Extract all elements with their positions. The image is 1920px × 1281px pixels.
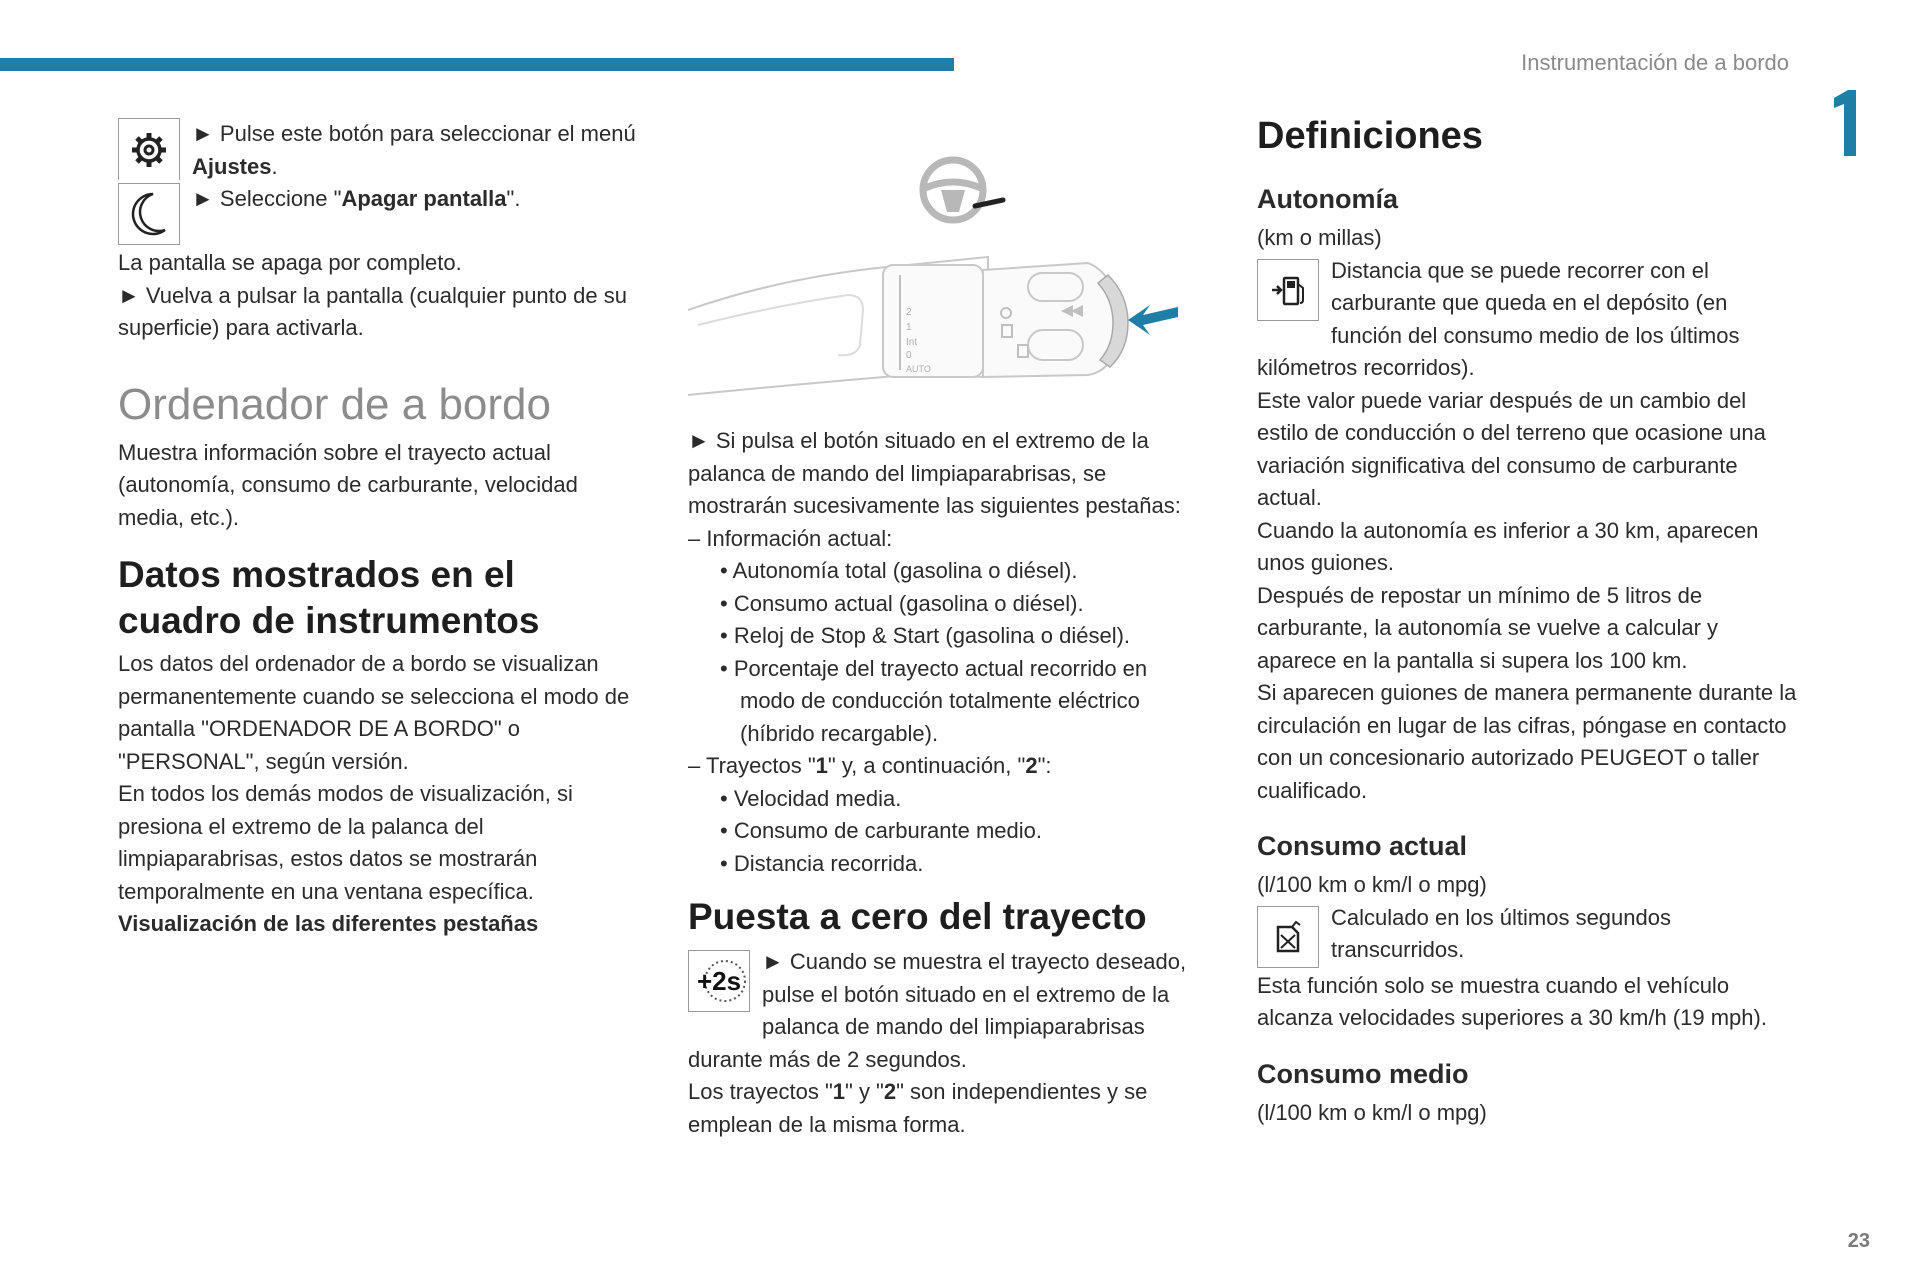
column-right	[1257, 108, 1797, 1129]
chapter-number	[1830, 88, 1860, 158]
trip-1: 1	[815, 753, 828, 778]
current-info-label: – Información actual:	[688, 525, 893, 551]
settings-step	[118, 118, 638, 183]
other-modes-desc: En todos los demás modos de visualización, si presiona el extremo de la palanca del limpiaparabrisas, estos datos se mostrarán temporalmente en una ventana específica.	[118, 781, 573, 904]
steering-wheel-icon	[923, 160, 1003, 220]
list-item: • Distancia recorrida.	[720, 850, 924, 876]
section-title: Instrumentación de a bordo	[1521, 50, 1789, 75]
tabs-title: Visualización de las diferentes pestañas	[118, 911, 539, 936]
autonomy-block	[1257, 255, 1797, 385]
reset-note-text: Los trayectos "	[688, 1079, 833, 1104]
lever-mark-0: 0	[906, 350, 912, 361]
press-arrow-icon	[1128, 305, 1178, 335]
wiper-stalk-illustration	[688, 145, 1208, 415]
trips-text: – Trayectos "	[688, 753, 816, 778]
autonomy-note: Si aparecen guiones de manera permanente durante la circulación en lugar de las cifras, póngase en contacto con un concesionario autorizado PEUGEOT o taller cualificado.	[1257, 680, 1797, 803]
punct: .	[271, 153, 278, 179]
step-settings-text: Pulse este botón para seleccionar el menú	[219, 121, 636, 146]
fuel-range-icon	[1257, 259, 1319, 321]
hold-2s-icon	[688, 950, 750, 1012]
screen-off-option: Apagar pantalla	[341, 186, 507, 211]
heading-trip-computer: Ordenador de a bordo	[118, 379, 551, 429]
bullet-arrow: ►	[192, 186, 214, 211]
screen-off-note: La pantalla se apaga por completo.	[118, 250, 462, 275]
reactivate-note: ► Vuelva a pulsar la pantalla (cualquier punto de su superficie) para activarla.	[118, 282, 627, 340]
heading-displayed-data: Datos mostrados en el cuadro de instrumentos	[118, 554, 540, 641]
list-item: • Porcentaje del trayecto actual recorrido en modo de conducción totalmente eléctrico (híbrido recargable).	[720, 655, 1148, 746]
lever-mark-int: Int	[906, 337, 918, 348]
current-consumption-unit: (l/100 km o km/l o mpg)	[1257, 872, 1487, 897]
list-item: • Consumo de carburante medio.	[720, 818, 1042, 843]
chapter-number-glyph	[1830, 88, 1860, 158]
trip-computer-desc: Muestra información sobre el trayecto actual (autonomía, consumo de carburante, velocidad media, etc.).	[118, 439, 578, 530]
trip-2: 2	[883, 1079, 897, 1104]
column-middle	[688, 425, 1208, 1141]
step-settings	[192, 118, 638, 183]
current-consumption-title: Consumo actual	[1257, 831, 1468, 861]
tabs-intro: ► Si pulsa el botón situado en el extremo de la palanca de mando del limpiaparabrisas, se mostrarán sucesivamente las siguientes pestañas:	[688, 428, 1181, 518]
bullet-arrow: ►	[192, 121, 214, 146]
displayed-data-desc: Los datos del ordenador de a bordo se visualizan permanentemente cuando se selecciona el modo de pantalla "ORDENADOR DE A BORDO" o "PERSONAL", según versión.	[118, 651, 630, 774]
average-consumption-title: Consumo medio	[1257, 1058, 1469, 1089]
list-item: • Autonomía total (gasolina o diésel).	[720, 558, 1078, 583]
trips-text: ":	[1037, 753, 1052, 778]
autonomy-unit: (km o millas)	[1257, 225, 1382, 250]
current-consumption-block	[1257, 902, 1797, 970]
lever-mark-2: 2	[906, 307, 912, 318]
autonomy-note: Después de repostar un mínimo de 5 litros de carburante, la autonomía se vuelve a calcular y aparece en la pantalla si supera los 100 km.	[1257, 582, 1719, 673]
list-item: • Consumo actual (gasolina o diésel).	[720, 590, 1084, 616]
punct: ".	[506, 186, 521, 211]
screen-off-step	[118, 183, 638, 245]
autonomy-note: Cuando la autonomía es inferior a 30 km, aparecen unos guiones.	[1257, 517, 1759, 575]
trip-2: 2	[1025, 753, 1038, 778]
settings-menu-name: Ajustes	[192, 153, 272, 179]
reset-note-text: " y "	[845, 1079, 884, 1104]
list-item: • Reloj de Stop & Start (gasolina o diésel).	[720, 623, 1131, 648]
fuel-can-icon	[1257, 906, 1319, 968]
lever-mark-auto: AUTO	[906, 364, 931, 374]
step-screen-off	[192, 183, 520, 216]
trip-1: 1	[832, 1079, 846, 1104]
settings-icon	[118, 118, 180, 180]
header-accent-bar	[0, 58, 954, 71]
heading-definitions: Definiciones	[1257, 115, 1483, 157]
autonomy-note: Este valor puede variar después de un cambio del estilo de conducción o del terreno que ocasione una variación significativa del consumo de carburante actual.	[1257, 387, 1766, 510]
average-consumption-unit: (l/100 km o km/l o mpg)	[1257, 1099, 1487, 1125]
heading-reset-trip: Puesta a cero del trayecto	[688, 896, 1147, 937]
reset-block	[688, 946, 1208, 1076]
reset-note-text: " son independientes y se emplean de la misma forma.	[688, 1079, 1148, 1137]
reset-note	[688, 1076, 1208, 1141]
wiper-stalk-drawing	[688, 145, 1208, 415]
step-screen-off-text: Seleccione "	[219, 186, 342, 211]
trips-label	[688, 750, 1208, 783]
page-number: 23	[1847, 1230, 1870, 1252]
autonomy-title: Autonomía	[1257, 184, 1398, 214]
hold-2s-label: +2s	[696, 966, 742, 996]
autonomy-desc: Distancia que se puede recorrer con el carburante que queda en el depósito (en función del consumo medio de los últimos kilómetros recorridos).	[1257, 257, 1740, 380]
current-consumption-note: Esta función solo se muestra cuando el vehículo alcanza velocidades superiores a 30 km/h (19 mph).	[1257, 972, 1767, 1030]
current-consumption-desc: Calculado en los últimos segundos transcurridos.	[1331, 904, 1671, 962]
list-item: • Velocidad media.	[720, 785, 902, 811]
column-left	[118, 118, 638, 941]
moon-icon	[118, 183, 180, 245]
reset-instructions: ► Cuando se muestra el trayecto deseado, pulse el botón situado en el extremo de la palanca de mando del limpiaparabrisas durante más de 2 segundos.	[688, 949, 1187, 1072]
trips-text: " y, a continuación, "	[827, 753, 1026, 778]
lever-mark-1: 1	[906, 322, 912, 333]
